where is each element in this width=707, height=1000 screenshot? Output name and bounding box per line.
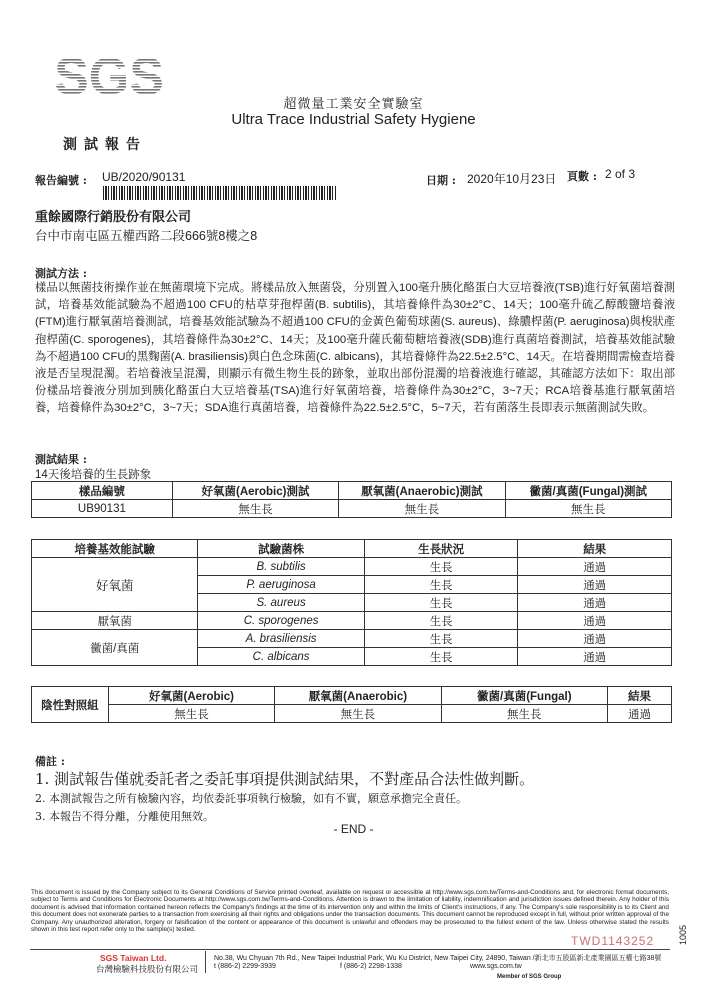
table-row bbox=[32, 630, 672, 648]
table-header: 好氧菌(Aerobic) bbox=[108, 687, 274, 705]
notes-heading: 備註 : bbox=[35, 755, 65, 768]
end-marker: - END - bbox=[333, 822, 374, 836]
strain-cell: S. aureus bbox=[198, 594, 364, 612]
negative-control-table bbox=[31, 686, 672, 723]
table-header: 厭氧菌(Anaerobic) bbox=[275, 687, 441, 705]
date-label: 日期 : bbox=[426, 174, 456, 187]
table-cell: 無生長 bbox=[172, 500, 338, 518]
svg-text:SGS: SGS bbox=[54, 48, 164, 106]
result-cell: 通過 bbox=[518, 594, 672, 612]
table-cell: 無生長 bbox=[505, 500, 671, 518]
sample-result-table bbox=[31, 481, 672, 518]
table-cell: 無生長 bbox=[339, 500, 505, 518]
page-label: 頁數 : bbox=[567, 170, 597, 183]
result-cell: 通過 bbox=[518, 648, 672, 666]
lab-name-cn: 超微量工業安全實驗室 bbox=[283, 97, 424, 112]
table-header: 生長狀況 bbox=[364, 540, 518, 558]
growth-cell: 生長 bbox=[364, 648, 518, 666]
barcode bbox=[103, 186, 337, 200]
strain-cell: C. sporogenes bbox=[198, 612, 364, 630]
result-cell: 通過 bbox=[518, 630, 672, 648]
table-header: 黴菌/真菌(Fungal) bbox=[441, 687, 607, 705]
group-cell: 黴菌/真菌 bbox=[32, 630, 198, 666]
table-header: 好氧菌(Aerobic)測試 bbox=[172, 482, 338, 500]
document-title: 測試報告 bbox=[63, 137, 147, 153]
strain-cell: P. aeruginosa bbox=[198, 576, 364, 594]
footer-vertical-divider bbox=[205, 951, 206, 973]
footer-company-cn: 台灣檢驗科技股份有限公司 bbox=[96, 964, 199, 974]
note-item: 3. 本報告不得分離，分離使用無效。 bbox=[35, 810, 214, 823]
footer-fax: f (886-2) 2298-1338 bbox=[340, 963, 402, 970]
table-header: 試驗菌株 bbox=[198, 540, 364, 558]
footer-phone: t (886-2) 2299-3939 bbox=[214, 963, 276, 970]
report-number: UB/2020/90131 bbox=[102, 170, 186, 184]
table-cell: 無生長 bbox=[275, 705, 441, 723]
method-heading: 測試方法 : bbox=[35, 267, 87, 280]
row-label: 陰性對照組 bbox=[32, 687, 109, 723]
table-header: 樣品編號 bbox=[32, 482, 173, 500]
table-header-row bbox=[32, 687, 672, 705]
results-heading: 測試結果 : bbox=[35, 453, 87, 466]
report-number-label: 報告編號 : bbox=[35, 174, 87, 187]
side-code: 1005 bbox=[678, 924, 688, 945]
lab-name-en: Ultra Trace Industrial Safety Hygiene bbox=[231, 111, 476, 128]
table-row bbox=[32, 500, 672, 518]
table-header: 結果 bbox=[607, 687, 671, 705]
growth-cell: 生長 bbox=[364, 558, 518, 576]
table-cell: UB90131 bbox=[32, 500, 173, 518]
table-header-row bbox=[32, 540, 672, 558]
page-number: 2 of 3 bbox=[605, 167, 636, 181]
result-cell: 通過 bbox=[518, 558, 672, 576]
results-subtitle: 14天後培養的生長跡象 bbox=[35, 469, 152, 481]
report-date: 2020年10月23日 bbox=[467, 172, 557, 186]
table-header: 培養基效能試驗 bbox=[32, 540, 198, 558]
table-cell: 通過 bbox=[607, 705, 671, 723]
strain-cell: A. brasiliensis bbox=[198, 630, 364, 648]
growth-cell: 生長 bbox=[364, 630, 518, 648]
group-cell: 厭氧菌 bbox=[32, 612, 198, 630]
growth-cell: 生長 bbox=[364, 576, 518, 594]
table-cell: 無生長 bbox=[108, 705, 274, 723]
table-header-row bbox=[32, 482, 672, 500]
client-address: 台中市南屯區五權西路二段666號8樓之8 bbox=[35, 229, 258, 243]
growth-cell: 生長 bbox=[364, 612, 518, 630]
method-text: 樣品以無菌技術操作並在無菌環境下完成。將樣品放入無菌袋，分別置入100毫升胰化酪蛋白大豆培養液(TSB)進行好氧菌培養測試，培養基效能試驗為不超過100 CFU的枯草芽孢桿菌(B. subtilis)，其培養條件為30±2°C、14天；100毫升硫乙醇酸鹽培養液(FTM)進行厭氧菌培養測試，培養基效能試驗為不超過100 CFU的金黃色葡萄球菌(S. aureus)、綠膿桿菌(P. aeruginosa)與梭狀產孢桿菌(C. sporogenes)，其培養條件為30±2°C、14天；及100毫升薩氏葡萄糖培養液(SDB)進行真菌培養測試，培養基效能試驗為不超過100 CFU的黑麴菌(A. brasiliensis)與白色念珠菌(C. albicans)，其培養條件為22.5±2.5°C、14天。在培養期間需檢查培養液是否呈現混濁。若培養液呈混濁，則顯示有微生物生長的跡象，並取出部份混濁的培養液進行確認，其確認方法如下：取出部份樣品培養液分別加到胰化酪蛋白大豆培養基(TSA)進行好氧菌培養，培養條件為30±2°C，3~7天；RCA培養基進行厭氧菌培養，培養條件為30±2°C，3~7天；SDA進行真菌培養，培養條件為22.5±2.5°C，5~7天，若有菌落生長即表示無菌測試失敗。 bbox=[35, 282, 675, 415]
note-item: 1. 測試報告僅就委託者之委託事項提供測試結果，不對產品合法性做判斷。 bbox=[35, 770, 535, 788]
group-cell: 好氧菌 bbox=[32, 558, 198, 612]
table-cell: 無生長 bbox=[441, 705, 607, 723]
table-header: 厭氧菌(Anaerobic)測試 bbox=[339, 482, 505, 500]
serial-stamp: TWD1143252 bbox=[571, 934, 655, 948]
growth-promotion-table bbox=[31, 539, 672, 666]
result-cell: 通過 bbox=[518, 612, 672, 630]
footer-member: Member of SGS Group bbox=[497, 974, 562, 980]
client-company: 重餘國際行銷股份有限公司 bbox=[35, 209, 192, 224]
legal-fine-print: This document is issued by the Company subject to its General Conditions of Service printed overleaf, available on request or accessible at http://www.sgs.com.tw/Terms-and-Conditions and, for electronic format documents, subject to Terms and Conditions for Electronic Documents at http://www.sgs.com.tw/Terms-and-Conditions. Attention is drawn to the limitation of liability, indemnification and jurisdiction issues defined therein. Any holder of this document is advised that information contained hereon reflects the Company's findings at the time of its intervention only and within the limits of Client's instructions, if any. The Company's sole responsibility is to its Client and this document does not exonerate parties to a transaction from exercising all their rights and obligations under the transaction documents. This document cannot be reproduced except in full, without prior written approval of the Company. Any unauthorized alteration, forgery or falsification of the content or appearance of this document is unlawful and offenders may be prosecuted to the fullest extent of the law. Unless otherwise stated the results shown in this test report refer only to the sample(s) tested. bbox=[31, 889, 669, 934]
strain-cell: C. albicans bbox=[198, 648, 364, 666]
footer-company-en: SGS Taiwan Ltd. bbox=[100, 953, 167, 963]
strain-cell: B. subtilis bbox=[198, 558, 364, 576]
footer-divider bbox=[30, 949, 670, 950]
table-row bbox=[32, 705, 672, 723]
footer-website: www.sgs.com.tw bbox=[470, 963, 522, 970]
footer-address: No.38, Wu Chyuan 7th Rd., New Taipei Industrial Park, Wu Ku District, New Taipei City, 24890, Taiwan /新北市五股區新北產業園區五權七路38號 bbox=[214, 955, 662, 962]
table-row bbox=[32, 612, 672, 630]
result-cell: 通過 bbox=[518, 576, 672, 594]
note-item: 2. 本測試報告之所有檢驗內容，均依委託事項執行檢驗，如有不實，願意承擔完全責任。 bbox=[35, 792, 467, 805]
table-row bbox=[32, 558, 672, 576]
table-header: 結果 bbox=[518, 540, 672, 558]
table-header: 黴菌/真菌(Fungal)測試 bbox=[505, 482, 671, 500]
growth-cell: 生長 bbox=[364, 594, 518, 612]
